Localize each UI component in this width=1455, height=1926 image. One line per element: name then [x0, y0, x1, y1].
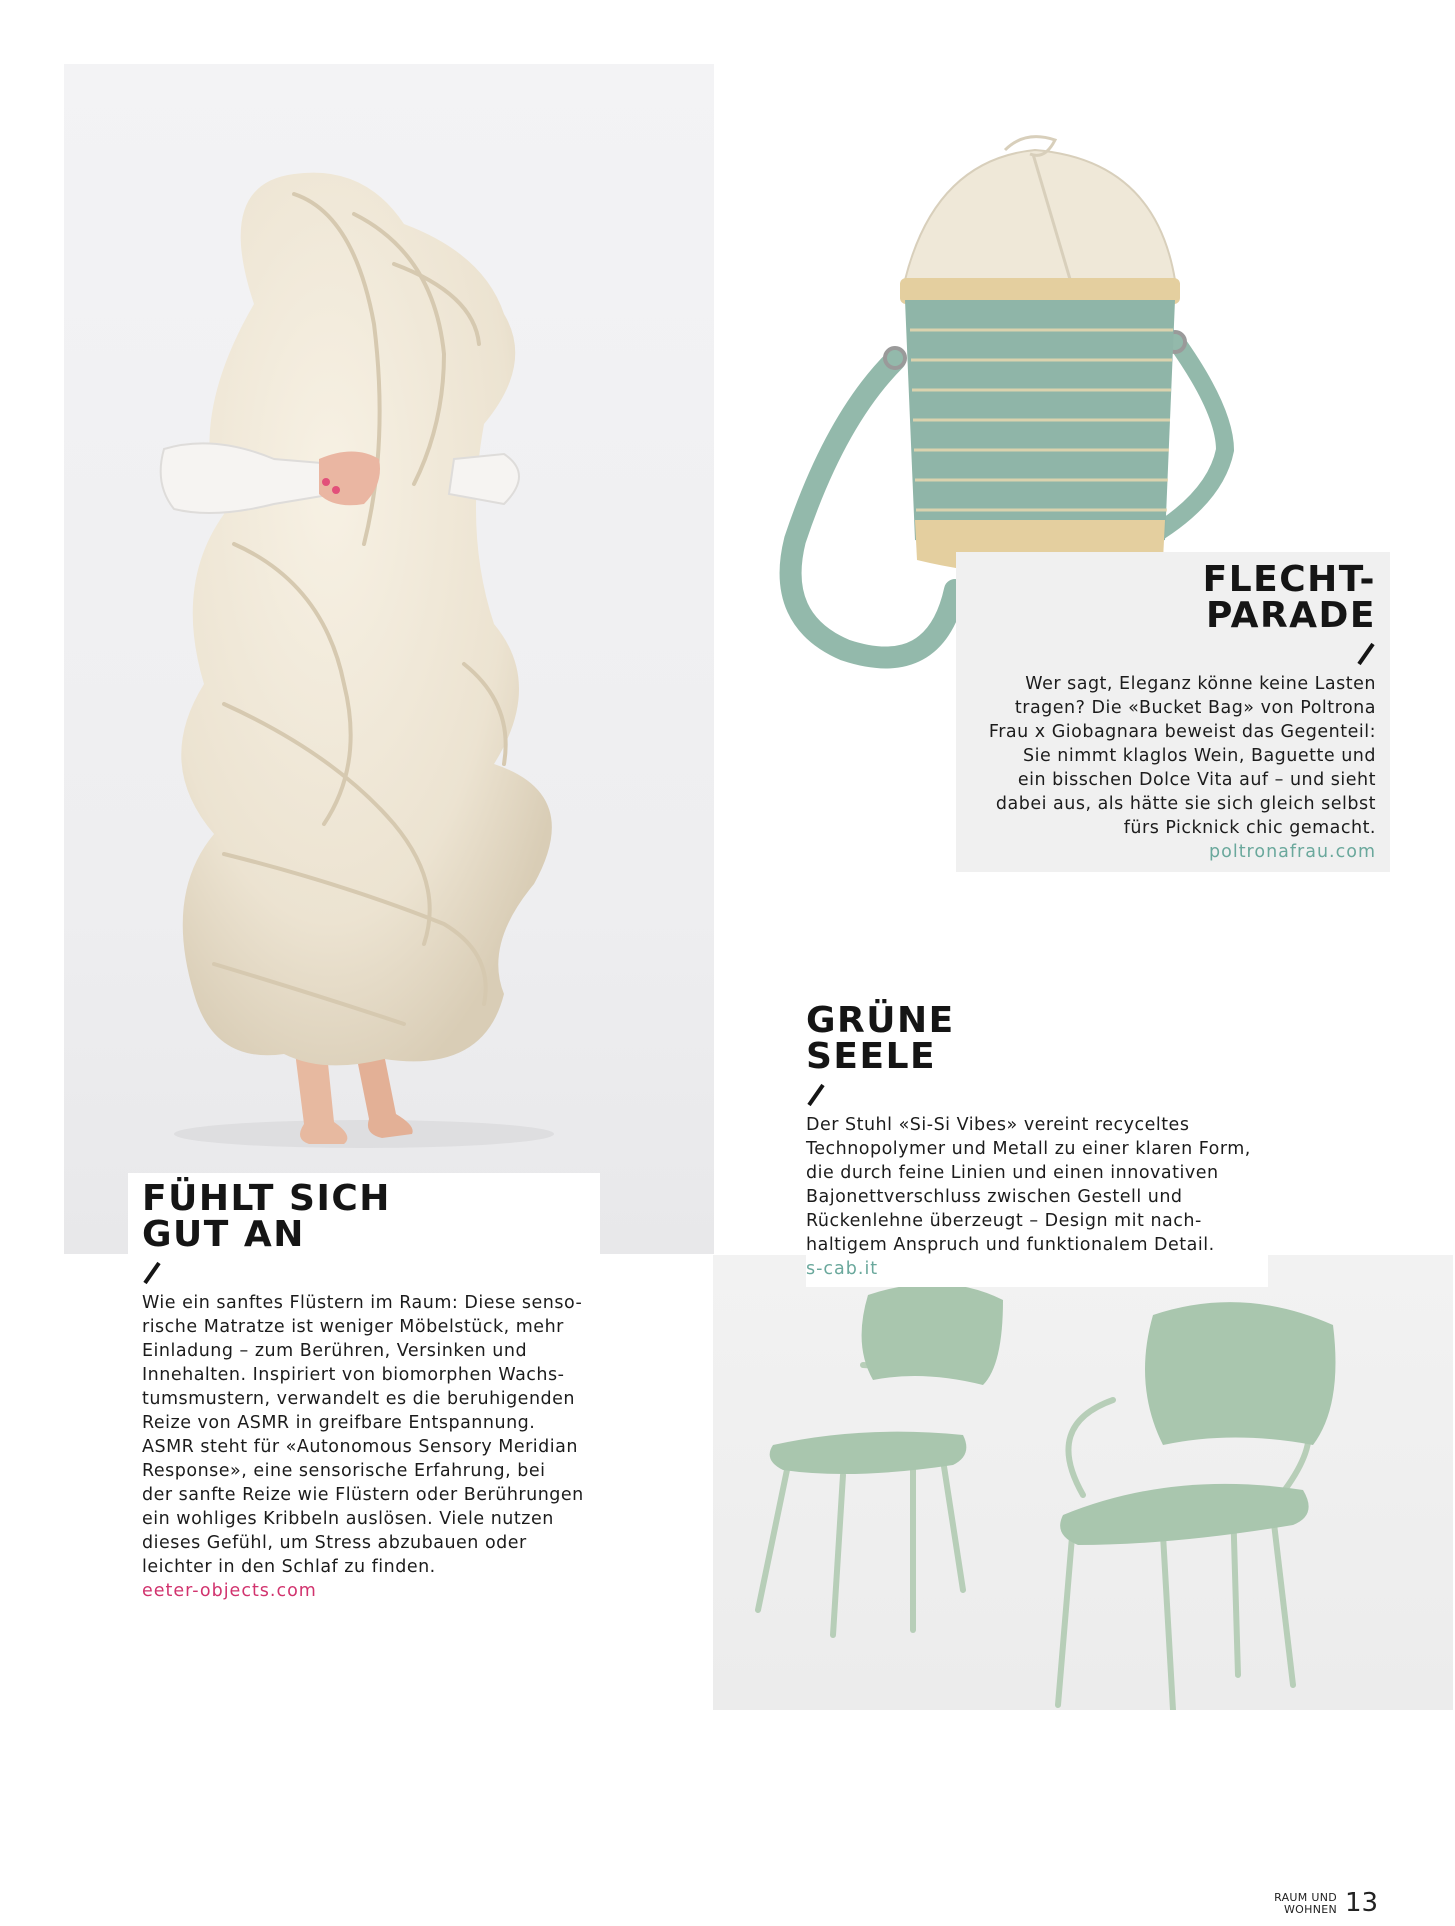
article-headline [806, 1000, 1266, 1077]
body-line: Sie nimmt klaglos Wein, Baguette und [1022, 746, 1376, 766]
body-line: der sanfte Reize wie Flüstern oder Berührungen [142, 1485, 584, 1505]
body-line: ein bisschen Dolce Vita auf – und sieht [1017, 770, 1376, 790]
slash-divider-icon [1356, 642, 1376, 666]
body-line: Bajonettverschluss zwischen Gestell und [806, 1187, 1183, 1207]
body-line: ein wohliges Kribbeln auslösen. Viele nutzen [142, 1509, 554, 1529]
body-line: Reize von ASMR in greifbare Entspannung. [142, 1413, 536, 1433]
article-headline [142, 1178, 592, 1255]
magazine-name-line-1: RAUM UND [1274, 1891, 1337, 1904]
source-link[interactable]: poltronafrau.com [1209, 842, 1376, 862]
headline-line-1: GRÜNE [806, 1000, 955, 1041]
headline-line-2: SEELE [806, 1036, 937, 1077]
page-number: 13 [1345, 1888, 1379, 1918]
article-bucket-bag [956, 552, 1390, 872]
chairs-illustration [713, 1255, 1453, 1710]
source-link[interactable]: eeter-objects.com [142, 1581, 317, 1601]
body-line: Wie ein sanftes Flüstern im Raum: Diese senso- [142, 1293, 583, 1313]
body-line: die durch feine Linien und einen innovativen [806, 1163, 1219, 1183]
body-line: ASMR steht für «Autonomous Sensory Meridian [142, 1437, 578, 1457]
headline-line-2: PARADE [1206, 595, 1376, 636]
headline-line-2: GUT AN [142, 1214, 305, 1255]
article-chair [806, 1000, 1268, 1287]
body-line: tumsmustern, verwandelt es die beruhigenden [142, 1389, 576, 1409]
body-line: Einladung – zum Berühren, Versinken und [142, 1341, 528, 1361]
magazine-name [1253, 1892, 1337, 1916]
headline-line-1: FÜHLT SICH [142, 1178, 391, 1219]
article-body [966, 672, 1376, 840]
source-link[interactable]: s-cab.it [806, 1259, 879, 1279]
body-line: leichter in den Schlaf zu finden. [142, 1557, 436, 1577]
body-line: Innehalten. Inspiriert von biomorphen Wachs- [142, 1365, 565, 1385]
chairs-photo [713, 1255, 1453, 1710]
body-line: Frau x Giobagnara beweist das Gegenteil: [988, 722, 1376, 742]
body-line: Wer sagt, Eleganz könne keine Lasten [1025, 674, 1376, 694]
article-headline [966, 559, 1376, 636]
slash-divider-icon [142, 1261, 162, 1285]
article-sensory-mattress [128, 1173, 600, 1603]
body-line: fürs Picknick chic gemacht. [1123, 818, 1376, 838]
body-line: haltigem Anspruch und funktionalem Detail. [806, 1235, 1215, 1255]
body-line: Rückenlehne überzeugt – Design mit nach- [806, 1211, 1202, 1231]
headline-line-1: FLECHT- [1202, 559, 1376, 600]
body-line: Response», eine sensorische Erfahrung, bei [142, 1461, 546, 1481]
body-line: dabei aus, als hätte sie sich gleich selbst [995, 794, 1376, 814]
body-line: tragen? Die «Bucket Bag» von Poltrona [1014, 698, 1376, 718]
article-body [806, 1113, 1266, 1257]
body-line: dieses Gefühl, um Stress abzubauen oder [142, 1533, 527, 1553]
sensory-mattress-illustration [64, 64, 714, 1254]
cushion-photo [64, 64, 714, 1254]
slash-divider-icon [806, 1083, 826, 1107]
magazine-name-line-2: WOHNEN [1283, 1903, 1337, 1916]
body-line: rische Matratze ist weniger Möbelstück, mehr [142, 1317, 564, 1337]
body-line: Technopolymer und Metall zu einer klaren Form, [806, 1139, 1251, 1159]
article-body [142, 1291, 592, 1579]
body-line: Der Stuhl «Si-Si Vibes» vereint recyceltes [806, 1115, 1190, 1135]
